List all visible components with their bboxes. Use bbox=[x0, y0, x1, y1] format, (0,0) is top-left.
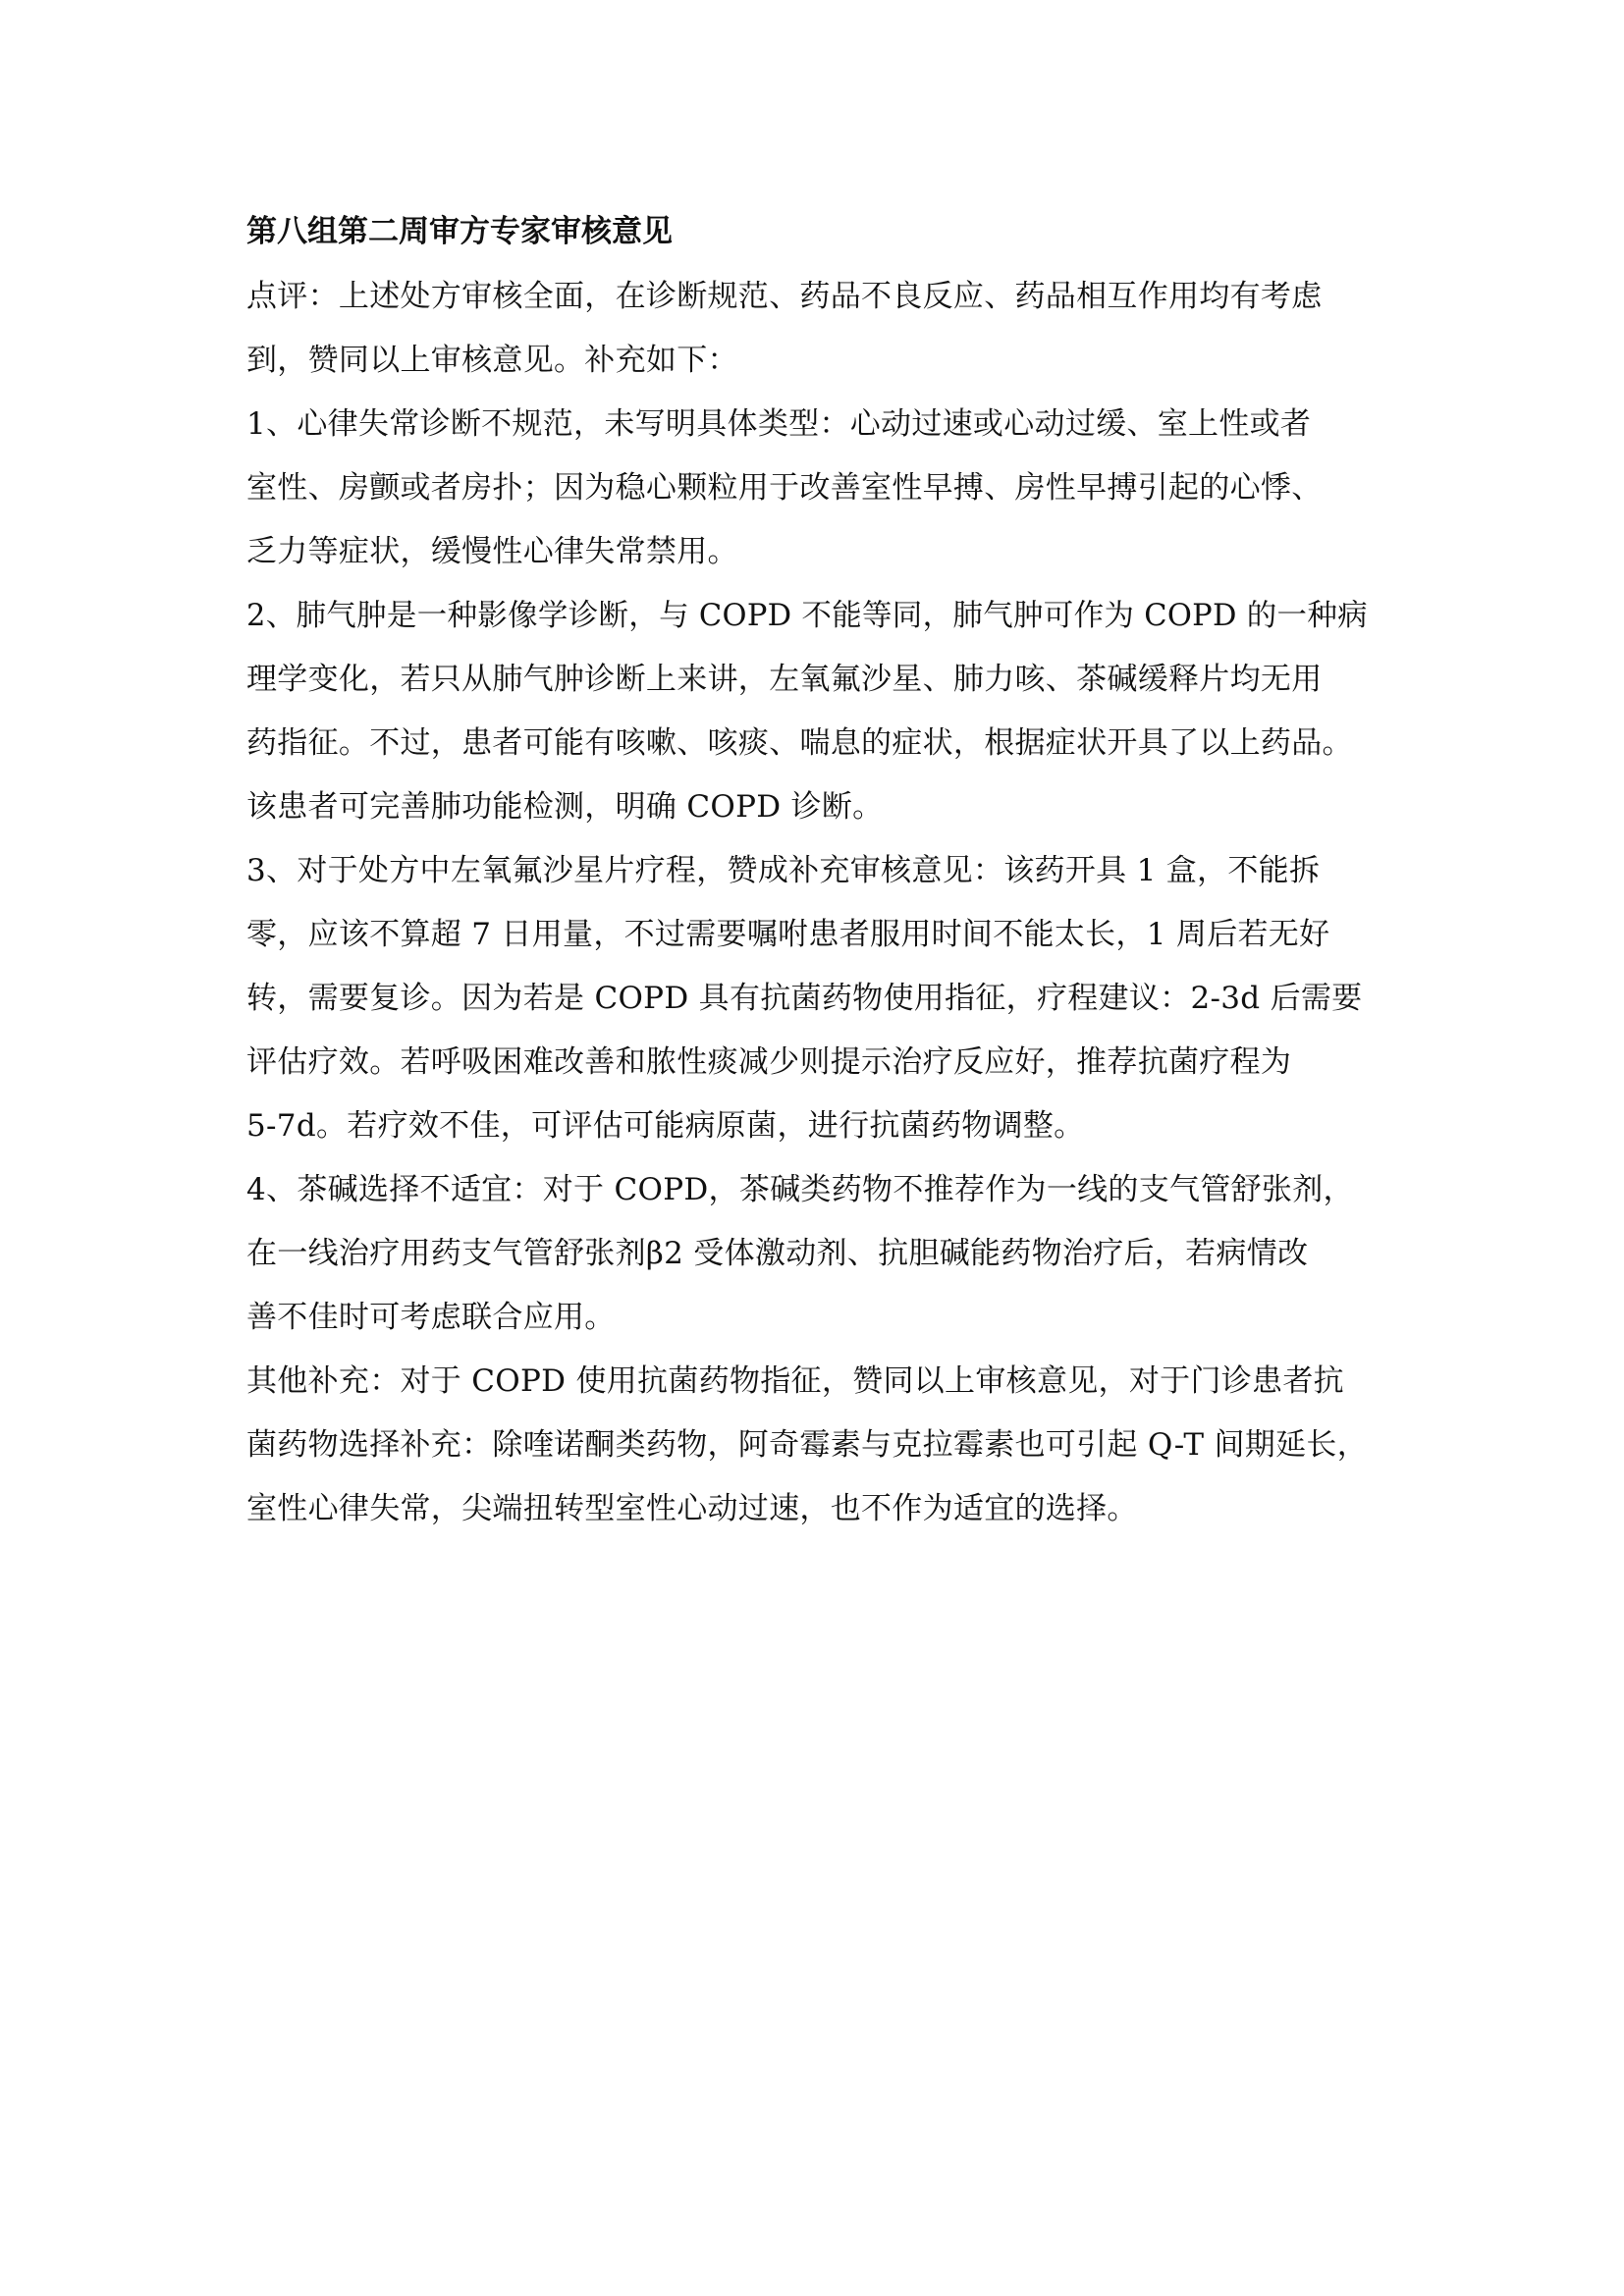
paragraph-other-supplement bbox=[246, 1350, 1383, 1541]
text-line: 室性心律失常，尖端扭转型室性心动过速，也不作为适宜的选择。 bbox=[246, 1491, 1138, 1526]
text-line: 在一线治疗用药支气管舒张剂β2 受体激动剂、抗胆碱能药物治疗后，若病情改 bbox=[246, 1236, 1309, 1271]
text-line: 其他补充：对于 COPD 使用抗菌药物指征，赞同以上审核意见，对于门诊患者抗 bbox=[246, 1363, 1344, 1399]
text-line: 菌药物选择补充：除喹诺酮类药物，阿奇霉素与克拉霉素也可引起 Q-T 间期延长， bbox=[246, 1427, 1369, 1463]
document-body bbox=[246, 204, 1383, 1541]
text-line: 室性、房颤或者房扑；因为稳心颗粒用于改善室性早搏、房性早搏引起的心悸、 bbox=[246, 470, 1323, 506]
paragraph-item-4 bbox=[246, 1158, 1383, 1350]
text-line: 5-7d。若疗效不佳，可评估可能病原菌，进行抗菌药物调整。 bbox=[246, 1108, 1085, 1144]
text-line: 该患者可完善肺功能检测，明确 COPD 诊断。 bbox=[246, 789, 884, 825]
text-line: 理学变化，若只从肺气肿诊断上来讲，左氧氟沙星、肺力咳、茶碱缓释片均无用 bbox=[246, 662, 1323, 697]
text-line: 4、茶碱选择不适宜：对于 COPD，茶碱类药物不推荐作为一线的支气管舒张剂， bbox=[246, 1172, 1354, 1207]
text-line: 评估疗效。若呼吸困难改善和脓性痰减少则提示治疗反应好，推荐抗菌疗程为 bbox=[246, 1044, 1292, 1080]
text-line: 善不佳时可考虑联合应用。 bbox=[246, 1300, 616, 1335]
text-line: 乏力等症状，缓慢性心律失常禁用。 bbox=[246, 534, 738, 569]
text-line: 点评：上述处方审核全面，在诊断规范、药品不良反应、药品相互作用均有考虑 bbox=[246, 279, 1323, 314]
text-line: 到，赞同以上审核意见。补充如下： bbox=[246, 343, 738, 378]
paragraph-item-3 bbox=[246, 839, 1383, 1158]
text-line: 零，应该不算超 7 日用量，不过需要嘱咐患者服用时间不能太长，1 周后若无好 bbox=[246, 917, 1330, 952]
paragraph-item-1 bbox=[246, 393, 1383, 584]
text-line: 转，需要复诊。因为若是 COPD 具有抗菌药物使用指征，疗程建议：2-3d 后需要 bbox=[246, 981, 1363, 1016]
text-line: 1、心律失常诊断不规范，未写明具体类型：心动过速或心动过缓、室上性或者 bbox=[246, 406, 1312, 442]
text-line: 3、对于处方中左氧氟沙星片疗程，赞成补充审核意见：该药开具 1 盒，不能拆 bbox=[246, 853, 1321, 888]
paragraph-item-2 bbox=[246, 584, 1383, 839]
document-title: 第八组第二周审方专家审核意见 bbox=[246, 214, 673, 249]
text-line: 2、肺气肿是一种影像学诊断，与 COPD 不能等同，肺气肿可作为 COPD 的一种病 bbox=[246, 599, 1368, 633]
paragraph-review-summary bbox=[246, 265, 1383, 393]
text-line: 药指征。不过，患者可能有咳嗽、咳痰、喘息的症状，根据症状开具了以上药品。 bbox=[246, 725, 1353, 761]
